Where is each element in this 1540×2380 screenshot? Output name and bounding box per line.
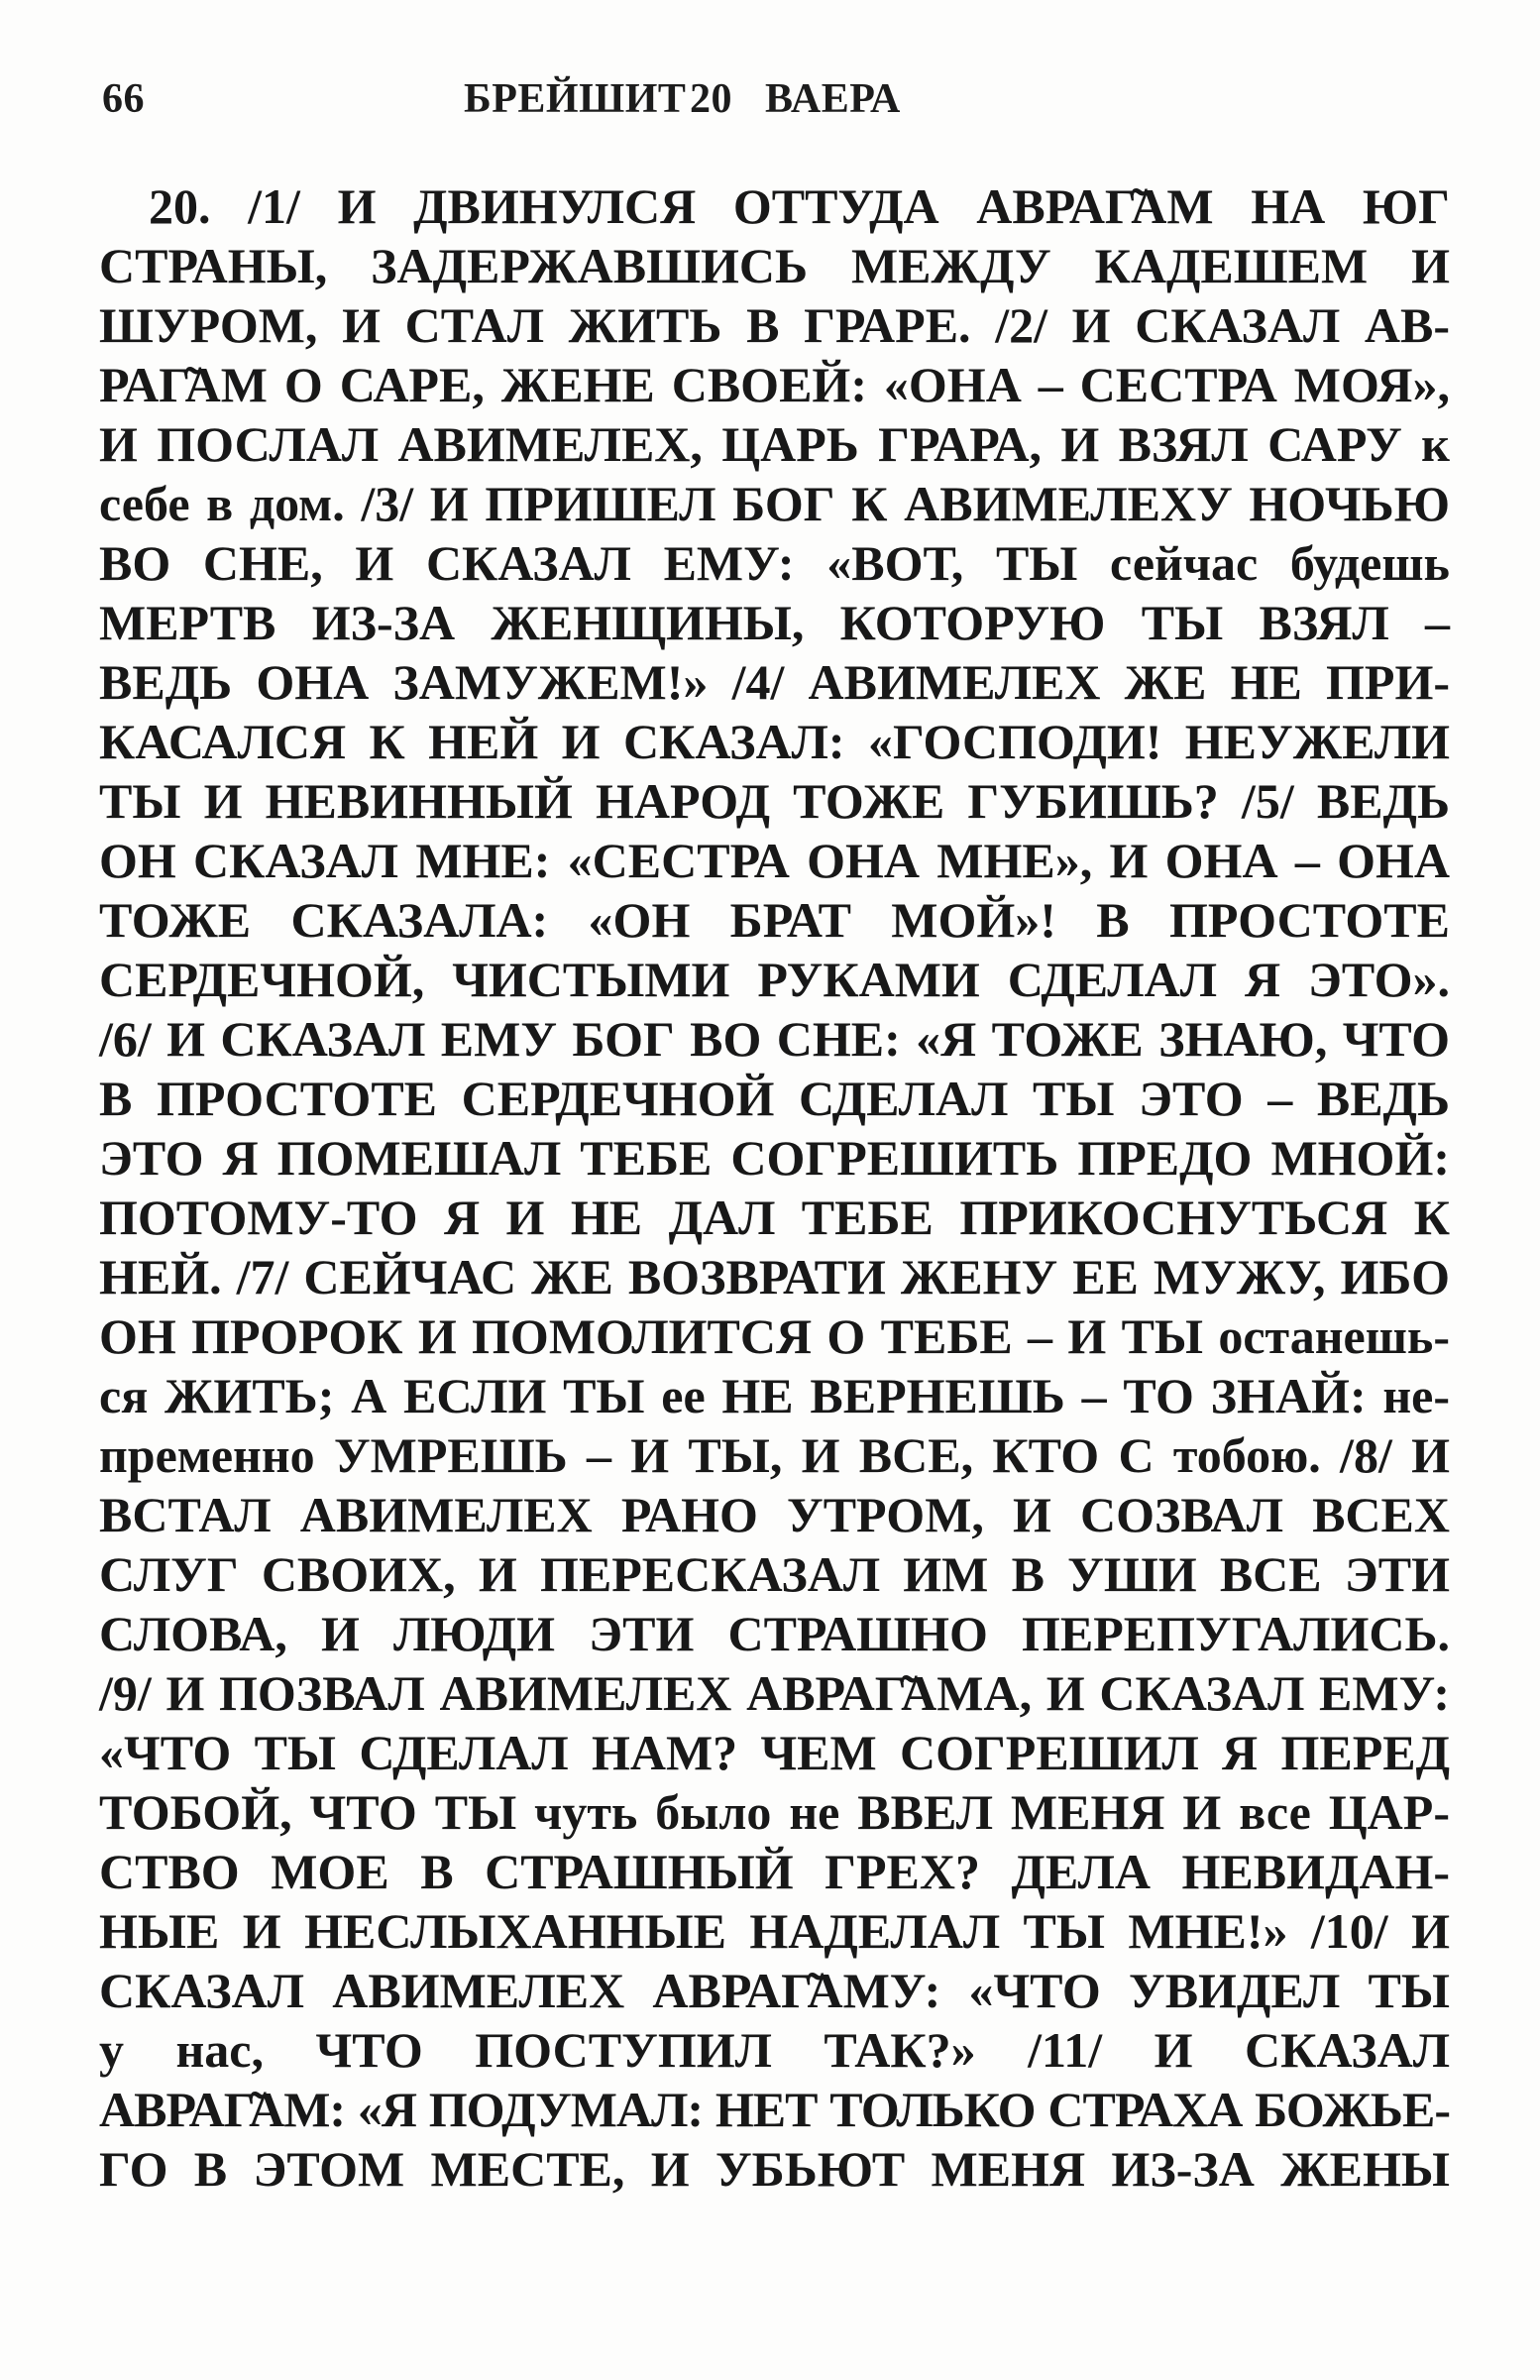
- text-line: «ЧТО ТЫ СДЕЛАЛ НАМ? ЧЕМ СОГРЕШИЛ Я ПЕРЕД: [99, 1725, 1450, 1780]
- text-line: И ПОСЛАЛ АВИМЕЛЕХ, ЦАРЬ ГРАРА, И ВЗЯЛ САРУ к: [99, 416, 1450, 472]
- text-line: /9/ И ПОЗВАЛ АВИМЕЛЕХ АВРАГ̃АМА, И СКАЗАЛ ЕМУ:: [99, 1665, 1450, 1721]
- text-line: ШУРОМ, И СТАЛ ЖИТЬ В ГРАРЕ. /2/ И СКАЗАЛ АВ-: [99, 297, 1450, 353]
- text-line: ТОБОЙ, ЧТО ТЫ чуть было не ВВЕЛ МЕНЯ И все ЦАР-: [99, 1784, 1450, 1840]
- text-line: ОН СКАЗАЛ МНЕ: «СЕСТРА ОНА МНЕ», И ОНА – ОНА: [99, 833, 1450, 888]
- text-line: НЫЕ И НЕСЛЫХАННЫЕ НАДЕЛАЛ ТЫ МНЕ!» /10/ И: [99, 1903, 1450, 1959]
- text-line: СКАЗАЛ АВИМЕЛЕХ АВРАГ̃АМУ: «ЧТО УВИДЕЛ ТЫ: [99, 1963, 1450, 2018]
- page-number: 66: [102, 76, 145, 122]
- scripture-text-block: [99, 176, 1450, 2199]
- text-line: В ПРОСТОТЕ СЕРДЕЧНОЙ СДЕЛАЛ ТЫ ЭТО – ВЕДЬ: [99, 1071, 1450, 1126]
- text-line: НЕЙ. /7/ СЕЙЧАС ЖЕ ВОЗВРАТИ ЖЕНУ ЕЕ МУЖУ, ИБО: [99, 1249, 1450, 1304]
- text-line: ВСТАЛ АВИМЕЛЕХ РАНО УТРОМ, И СОЗВАЛ ВСЕХ: [99, 1487, 1450, 1542]
- text-line: ся ЖИТЬ; А ЕСЛИ ТЫ ее НЕ ВЕРНЕШЬ – ТО ЗНАЙ: не-: [99, 1368, 1450, 1423]
- text-line: ВЕДЬ ОНА ЗАМУЖЕМ!» /4/ АВИМЕЛЕХ ЖЕ НЕ ПРИ-: [99, 654, 1450, 710]
- text-line: ЭТО Я ПОМЕШАЛ ТЕБЕ СОГРЕШИТЬ ПРЕДО МНОЙ:: [99, 1130, 1450, 1186]
- text-line: СЛУГ СВОИХ, И ПЕРЕСКАЗАЛ ИМ В УШИ ВСЕ ЭТИ: [99, 1546, 1450, 1602]
- text-line: ВО СНЕ, И СКАЗАЛ ЕМУ: «ВОТ, ТЫ сейчас будешь: [99, 535, 1450, 591]
- text-line: МЕРТВ ИЗ-ЗА ЖЕНЩИНЫ, КОТОРУЮ ТЫ ВЗЯЛ –: [99, 595, 1450, 650]
- parsha-title: ВАЕРА: [765, 76, 901, 122]
- text-line: ПОТОМУ-ТО Я И НЕ ДАЛ ТЕБЕ ПРИКОСНУТЬСЯ К: [99, 1190, 1450, 1245]
- text-line: себе в дом. /3/ И ПРИШЕЛ БОГ К АВИМЕЛЕХУ НОЧЬЮ: [99, 476, 1450, 531]
- text-line: у нас, ЧТО ПОСТУПИЛ ТАК?» /11/ И СКАЗАЛ: [99, 2022, 1450, 2078]
- text-line: СТВО МОЕ В СТРАШНЫЙ ГРЕХ? ДЕЛА НЕВИДАН-: [99, 1844, 1450, 1899]
- text-line: КАСАЛСЯ К НЕЙ И СКАЗАЛ: «ГОСПОДИ! НЕУЖЕЛИ: [99, 714, 1450, 769]
- text-line: АВРАГ̃АМ: «Я ПОДУМАЛ: НЕТ ТОЛЬКО СТРАХА БОЖЬЕ-: [99, 2082, 1450, 2137]
- text-line: 20. /1/ И ДВИНУЛСЯ ОТТУДА АВРАГ̃АМ НА ЮГ: [149, 178, 1450, 234]
- book-title: БРЕЙШИТ: [464, 76, 687, 122]
- text-line: СЕРДЕЧНОЙ, ЧИСТЫМИ РУКАМИ СДЕЛАЛ Я ЭТО».: [99, 952, 1450, 1007]
- text-line: пременно УМРЕШЬ – И ТЫ, И ВСЕ, КТО С тобою. /8/ И: [99, 1427, 1450, 1483]
- text-line: РАГ̃АМ О САРЕ, ЖЕНЕ СВОЕЙ: «ОНА – СЕСТРА МОЯ»,: [99, 357, 1450, 412]
- text-line: /6/ И СКАЗАЛ ЕМУ БОГ ВО СНЕ: «Я ТОЖЕ ЗНАЮ, ЧТО: [99, 1011, 1450, 1067]
- chapter-number: 20: [690, 76, 732, 122]
- text-line: ТЫ И НЕВИННЫЙ НАРОД ТОЖЕ ГУБИШЬ? /5/ ВЕДЬ: [99, 773, 1450, 829]
- text-line: ТОЖЕ СКАЗАЛА: «ОН БРАТ МОЙ»! В ПРОСТОТЕ: [99, 892, 1450, 948]
- text-line: ОН ПРОРОК И ПОМОЛИТСЯ О ТЕБЕ – И ТЫ останешь-: [99, 1308, 1450, 1364]
- text-line: СТРАНЫ, ЗАДЕРЖАВШИСЬ МЕЖДУ КАДЕШЕМ И: [99, 238, 1450, 293]
- text-line: ГО В ЭТОМ МЕСТЕ, И УБЬЮТ МЕНЯ ИЗ-ЗА ЖЕНЫ: [99, 2141, 1450, 2197]
- text-line: СЛОВА, И ЛЮДИ ЭТИ СТРАШНО ПЕРЕПУГАЛИСЬ.: [99, 1606, 1450, 1661]
